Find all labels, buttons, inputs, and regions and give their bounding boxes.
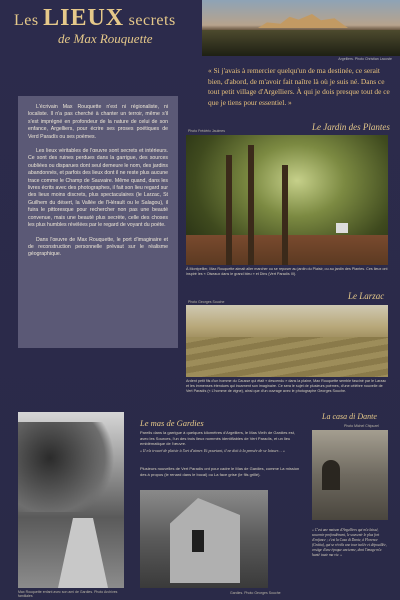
arched-door: [322, 460, 340, 490]
dante-photo-credit: Photo Michel Chipuzel: [344, 424, 379, 428]
jardin-title: Le Jardin des Plantes: [312, 122, 390, 132]
dante-photo: [312, 430, 388, 520]
title-suffix: secrets: [124, 12, 176, 29]
gardies-text-2: « Il n'a trouvé de plaisir à l'art d'aimer. Et pourtant, il ne doit à la pensée de se laisser… »: [140, 448, 285, 453]
quote: « Si j'avais à remercier quelqu'un de ma destinée, ce serait bien, d'abord, de m'avoir fait naître là où je suis né. Dans ce tout petit village d'Argelliers. À qui je dois presque tout de ce que je tiens pour essentiel. »: [208, 66, 390, 107]
title-line-2: de Max Rouquette: [58, 31, 153, 46]
page-title: [14, 5, 204, 47]
top-photo-caption: Argelliers. Photo Christian Lacoste: [338, 57, 392, 61]
gardies-photo-1: [18, 412, 124, 588]
intro-paragraph-3: Dans l'œuvre de Max Rouquette, le port d'imaginaire et de reconstruction personnelle prévaut sur le réalisme géographique.: [28, 236, 168, 258]
tree-trunk: [282, 165, 288, 265]
jardin-photo: [186, 135, 388, 265]
gardies-photo-2: [140, 490, 268, 588]
gardies-title: Le mas de Gardies: [140, 418, 204, 428]
dante-note: « C'est une maison d'Argelliers qui m'a laissé, souvenir profondément, le souvenir le plus fort d'enfance ; c'est la Casa di Dante, à Florence (Gràtia), qui se révéla une tour isolée et dépouillée, vestige d'une époque ancienne, dont l'image m'a hanté toute ma vie. »: [312, 528, 387, 557]
gardies-photo2-caption: Gardies. Photo Georges Souche: [230, 591, 281, 595]
ruin-window: [192, 530, 204, 552]
gardies-photo1-caption: Max Rouquette enfant avec son ami de Gardies. Photo Archives familiales: [18, 590, 118, 598]
larzac-title: Le Larzac: [348, 291, 385, 301]
intro-paragraph-2: Les lieux véritables de l'œuvre sont secrets et intérieurs. Ce sont des ruines perdues dans la garrigue, des sources oubliées ou disparues dont seul demeure le nom, des jardins abandonnés, et parfois des lieux dont il ne reste plus aucune trace comme le Champ de Sauvaire. Même quand, dans les livres écrits avec des photographes, il fait son lieu regard sur des lieux moins discrets, plus spectaculaires (le Larzac, St Guilhem du désert, la Vallée de l'Hérault ou le Salagou), il fuira le pittoresque pour rechercher non pas une beauté convenue, mais une beauté plus secrète, celle des choses les plus humbles révélées par le regard de voyant du poète.: [28, 148, 168, 229]
tree-trunk: [248, 145, 254, 265]
intro-textbox: [18, 96, 178, 348]
larzac-caption: Ardent petit fils d'un homme du Causse qui était « descendu » dans la plaine, Max Rouquette semble fasciné par le Larzac et les immenses étendues qui incarnent son imaginaire. Ce sera le sujet de plusieurs poèmes, d'une célèbre nouvelle de Vert Paradís (« L'homme de vigne), ainsi que d'un ouvrage avec le photographe Georges Souche.: [186, 379, 387, 393]
hills: [202, 30, 400, 56]
village-silhouette: [258, 14, 348, 28]
larzac-photo: [186, 305, 388, 377]
jardin-caption: À Montpellier, Max Rouquette aimait aller marcher ou se reposer au jardin du Plaisir, ou au jardin des Plantes. Ces lieux ont inspiré les « Oiseaux dans le grand bleu » et Dins (Vert Paradís III).: [186, 267, 388, 276]
title-prefix: Les: [14, 12, 44, 29]
gardies-text-1: Pareils dans la garrigue à quelques kilomètres d'Argelliers, le Mas Vielh de Gardies est, avec les Sources, l'un des trois lieux nommés identifiables de Vert Paradís, et un lieu emblématique de l'œuvre.: [140, 430, 295, 447]
larzac-field: [186, 337, 388, 377]
jardin-photo-credit: Photo Frédéric Jaulmes: [188, 129, 225, 133]
argelliers-photo: [202, 0, 400, 56]
larzac-photo-credit: Photo Georges Souche: [188, 300, 225, 304]
trees: [18, 422, 124, 512]
title-main: LIEUX: [43, 5, 125, 31]
seated-figure: [336, 223, 348, 233]
dante-title: La casa di Dante: [322, 412, 377, 421]
ruin: [170, 498, 240, 583]
tree-trunk: [226, 155, 232, 265]
path: [58, 518, 108, 588]
title-line-1: [14, 5, 204, 31]
intro-paragraph-1: L'écrivain Max Rouquette n'est ni régionaliste, ni localiste. Il n'a pas cherché à chanter un terroir, même s'il s'est imprégné en profondeur de la nature de celui de son enfance, Argelliers, pour écrire ses proses poétiques de Verd Paradís ou ses poèmes.: [28, 104, 168, 140]
gardies-text-3: Plusieurs nouvelles de Vert Paradís ont pour cadre le Mas de Gardies, comme La mission des à propos (le renard dans le bocal) ou La face grise (le fils grillé).: [140, 466, 300, 477]
